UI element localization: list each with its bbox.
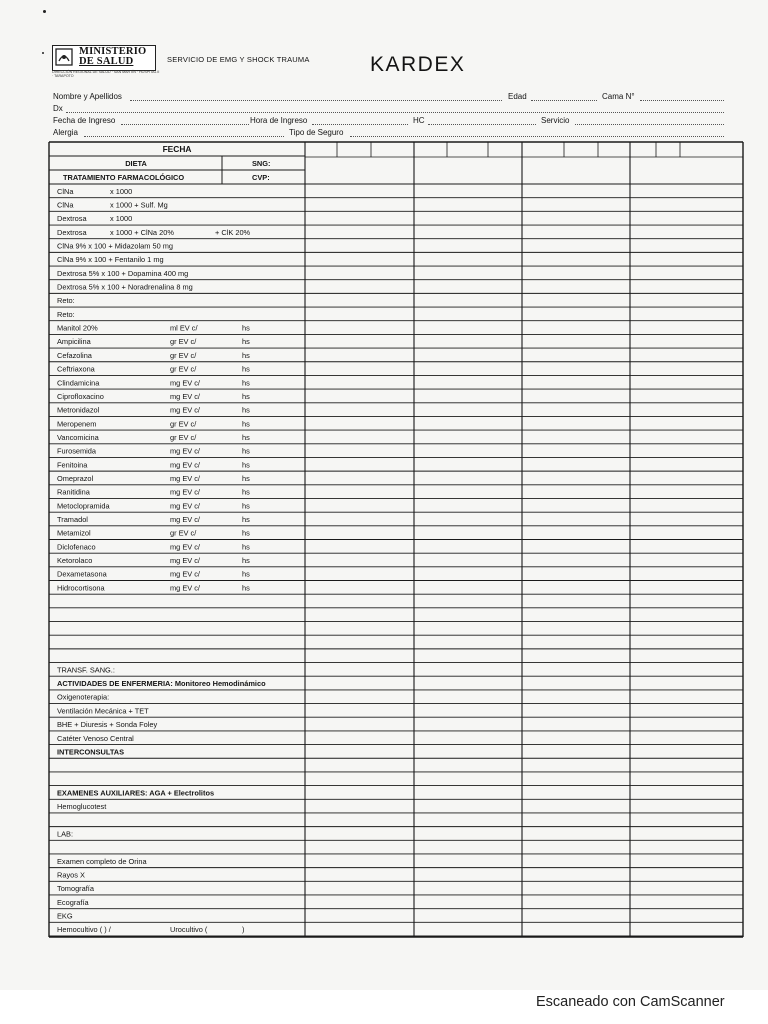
dx-label: Dx: [53, 104, 63, 113]
ministerio-subtitle: DIRECCIÓN REGIONAL DE SALUD · SAN MARTÍN · HOSPITAL II · TARAPOTO: [52, 70, 160, 78]
row-dose: Urocultivo (: [170, 925, 208, 935]
row-label: Dextrosa 5% x 100 + Dopamina 400 mg: [57, 268, 189, 278]
row-frequency: hs: [242, 501, 250, 511]
row-dose: mg EV c/: [170, 391, 200, 401]
row-label: Metamizol: [57, 528, 91, 538]
tratamiento-label: TRATAMIENTO FARMACOLÓGICO: [63, 173, 185, 182]
sng-label: SNG:: [252, 159, 271, 168]
row-frequency: hs: [242, 419, 250, 429]
row-label: Metoclopramida: [57, 501, 110, 511]
row-dose: gr EV c/: [170, 364, 197, 374]
row-label: INTERCONSULTAS: [57, 747, 125, 757]
row-label: Dextrosa: [57, 227, 87, 237]
row-dose: gr EV c/: [170, 337, 197, 347]
fecha-ingreso-label: Fecha de Ingreso: [53, 116, 116, 125]
row-frequency: hs: [242, 569, 250, 579]
row-frequency: hs: [242, 323, 250, 333]
row-frequency: ): [242, 925, 245, 935]
row-dose: mg EV c/: [170, 487, 200, 497]
row-label: Diclofenaco: [57, 542, 96, 552]
row-label: EXAMENES AUXILIARES: AGA + Electrolitos: [57, 788, 215, 798]
edad-label: Edad: [508, 92, 527, 101]
row-frequency: hs: [242, 446, 250, 456]
row-label: Ampicilina: [57, 337, 91, 347]
row-dose: mg EV c/: [170, 501, 200, 511]
row-frequency: hs: [242, 514, 250, 524]
scan-speck: [43, 10, 46, 13]
row-frequency: hs: [242, 364, 250, 374]
row-label: Reto:: [57, 296, 75, 306]
row-label: Tramadol: [57, 514, 88, 524]
row-label: Hemoglucotest: [57, 802, 107, 812]
alergia-label: Alergia: [53, 128, 78, 137]
row-label: Meropenem: [57, 419, 97, 429]
row-label: Reto:: [57, 309, 75, 319]
row-frequency: hs: [242, 378, 250, 388]
row-label: Metronidazol: [57, 405, 100, 415]
service-name: SERVICIO DE EMG Y SHOCK TRAUMA: [167, 55, 310, 64]
row-frequency: + ClK 20%: [215, 227, 251, 237]
row-label: ClNa: [57, 186, 74, 196]
row-dose: mg EV c/: [170, 514, 200, 524]
row-dose: mg EV c/: [170, 473, 200, 483]
row-label: Clindamicina: [57, 378, 100, 388]
row-label: Dexametasona: [57, 569, 107, 579]
row-label: ACTIVIDADES DE ENFERMERIA: Monitoreo Hemodinámico: [57, 679, 266, 689]
row-dose: mg EV c/: [170, 542, 200, 552]
row-frequency: hs: [242, 460, 250, 470]
row-frequency: hs: [242, 391, 250, 401]
fecha-heading: FECHA: [162, 144, 192, 154]
row-label: Furosemida: [57, 446, 97, 456]
row-frequency: hs: [242, 583, 250, 593]
row-frequency: hs: [242, 337, 250, 347]
row-dose: mg EV c/: [170, 556, 200, 566]
row-frequency: hs: [242, 405, 250, 415]
row-dose: mg EV c/: [170, 569, 200, 579]
row-frequency: hs: [242, 528, 250, 538]
row-frequency: hs: [242, 487, 250, 497]
row-label: Ketorolaco: [57, 556, 93, 566]
row-label: Examen completo de Orina: [57, 856, 147, 866]
row-detail: x 1000: [110, 214, 133, 224]
tipo-seguro-label: Tipo de Seguro: [289, 128, 344, 137]
row-detail: x 1000 + ClNa 20%: [110, 227, 174, 237]
row-frequency: hs: [242, 432, 250, 442]
row-dose: mg EV c/: [170, 583, 200, 593]
row-label: Vancomicina: [57, 432, 99, 442]
row-frequency: hs: [242, 473, 250, 483]
row-label: Ecografía: [57, 897, 89, 907]
row-detail: x 1000 + Sulf. Mg: [110, 200, 168, 210]
scan-speck: [42, 52, 44, 54]
row-label: Dextrosa: [57, 214, 87, 224]
row-label: Oxigenoterapia:: [57, 692, 110, 702]
row-label: Manitol 20%: [57, 323, 98, 333]
row-label: Ranitidina: [57, 487, 90, 497]
cama-label: Cama N°: [602, 92, 635, 101]
row-dose: gr EV c/: [170, 432, 197, 442]
row-frequency: hs: [242, 350, 250, 360]
row-label: Omeprazol: [57, 473, 94, 483]
row-frequency: hs: [242, 556, 250, 566]
page-title: KARDEX: [370, 53, 466, 76]
row-label: TRANSF. SANG.:: [57, 665, 115, 675]
cvp-label: CVP:: [252, 173, 270, 182]
row-label: Tomografía: [57, 884, 94, 894]
row-label: Ventilación Mecánica + TET: [57, 706, 149, 716]
row-dose: mg EV c/: [170, 405, 200, 415]
row-label: Hemocultivo ( ) /: [57, 925, 111, 935]
row-dose: mg EV c/: [170, 446, 200, 456]
row-label: Cefazolina: [57, 350, 92, 360]
dieta-label: DIETA: [125, 159, 147, 168]
servicio-label: Servicio: [541, 116, 570, 125]
ministerio-line2: DE SALUD: [79, 56, 134, 67]
row-label: Dextrosa 5% x 100 + Noradrenalina 8 mg: [57, 282, 193, 292]
nombre-label: Nombre y Apellidos: [53, 92, 122, 101]
row-frequency: hs: [242, 542, 250, 552]
hora-ingreso-label: Hora de Ingreso: [250, 116, 308, 125]
row-label: BHE + Diuresis + Sonda Foley: [57, 720, 158, 730]
hc-label: HC: [413, 116, 425, 125]
row-label: ClNa 9% x 100 + Midazolam 50 mg: [57, 241, 174, 251]
row-dose: mg EV c/: [170, 378, 200, 388]
row-label: LAB:: [57, 829, 74, 839]
row-label: ClNa: [57, 200, 74, 210]
row-label: ClNa 9% x 100 + Fentanilo 1 mg: [57, 255, 164, 265]
row-label: Ceftriaxona: [57, 364, 95, 374]
row-label: Fenitoina: [57, 460, 88, 470]
row-dose: gr EV c/: [170, 350, 197, 360]
row-dose: ml EV c/: [170, 323, 198, 333]
ministerio-line1: MINISTERIO: [79, 46, 147, 57]
camscanner-watermark: Escaneado con CamScanner: [536, 994, 725, 1010]
row-dose: mg EV c/: [170, 460, 200, 470]
row-label: Hidrocortisona: [57, 583, 105, 593]
row-dose: gr EV c/: [170, 419, 197, 429]
row-label: Rayos X: [57, 870, 85, 880]
row-dose: gr EV c/: [170, 528, 197, 538]
row-detail: x 1000: [110, 186, 133, 196]
row-label: Catéter Venoso Central: [57, 733, 134, 743]
row-label: EKG: [57, 911, 73, 921]
row-label: Ciprofloxacino: [57, 391, 104, 401]
